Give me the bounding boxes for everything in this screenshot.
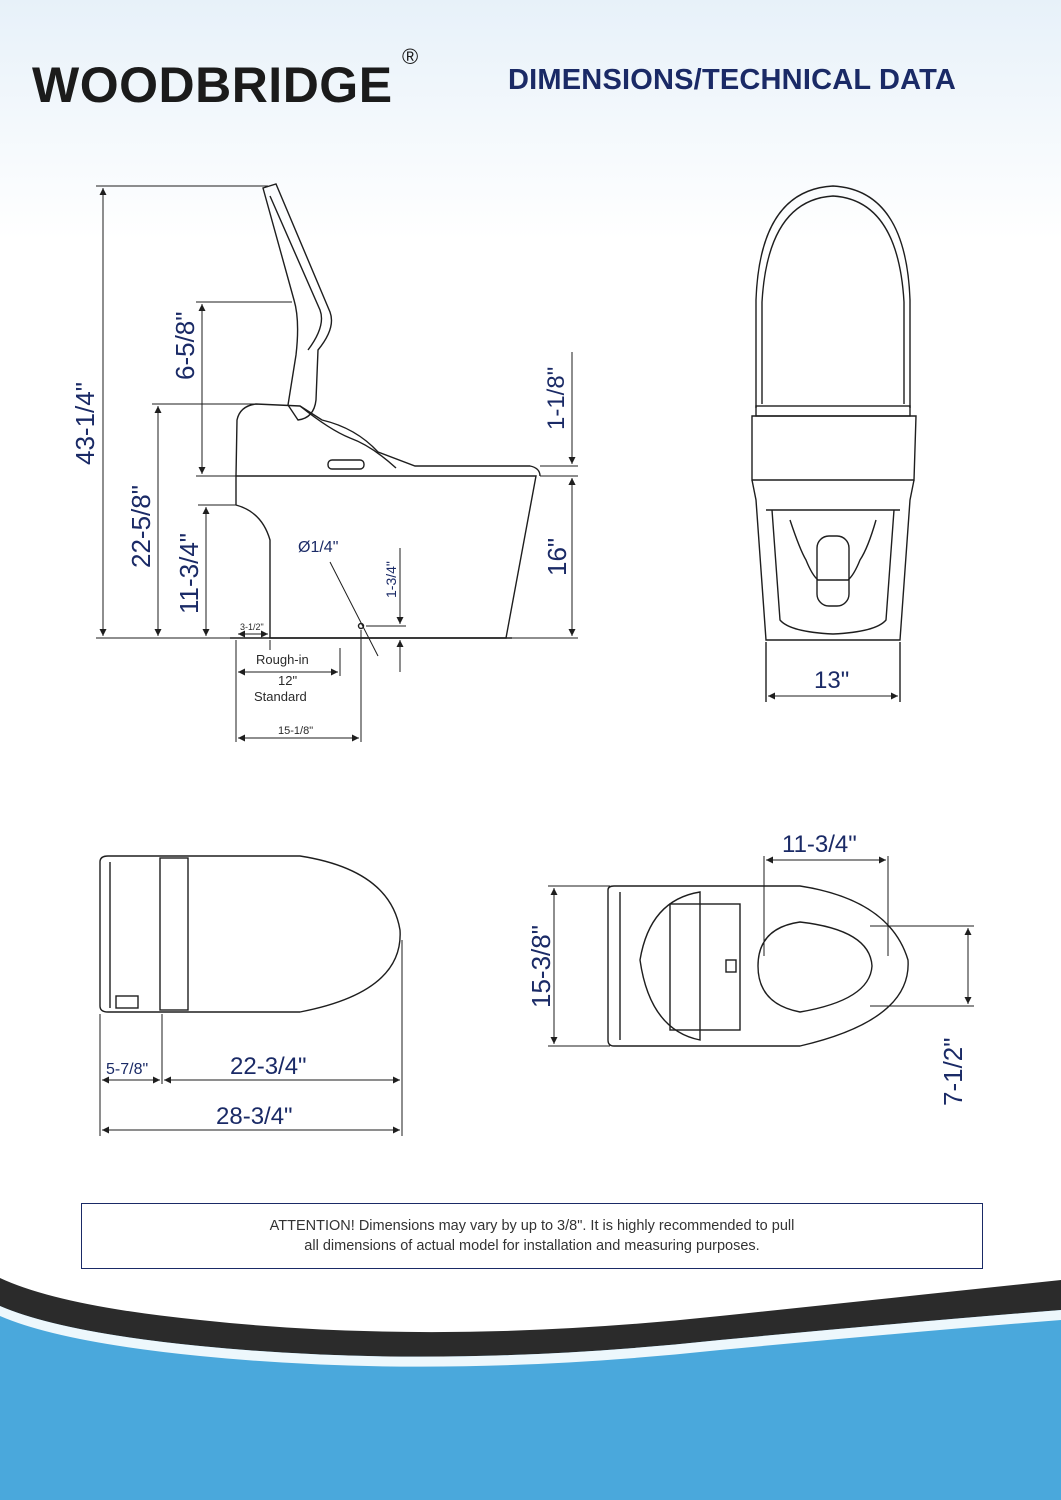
top-view-left [100,856,400,1012]
notice-line-1: ATTENTION! Dimensions may vary by up to 3/8". It is highly recommended to pull [269,1218,795,1234]
dim-rear-gap: 3-1/2" [240,622,264,632]
top-view-right-dimensions [548,856,974,1046]
front-view [752,186,916,702]
dim-inlet-height: 11-3/4" [174,532,204,614]
dim-supply-diameter: Ø1/4" [298,539,339,556]
dim-seat-height-top: 22-5/8" [126,485,156,568]
attention-notice [81,1203,983,1269]
dim-total-length: 28-3/4" [216,1103,293,1130]
dim-total-height: 43-1/4" [70,382,100,465]
brand-logo: WOODBRIDGE [32,57,393,113]
rough-in-value: 12" [278,673,298,688]
dim-bowl-opening: 7-1/2" [938,1037,968,1106]
page-title: DIMENSIONS/TECHNICAL DATA [508,64,957,96]
rough-in-label: Rough-in [256,652,309,667]
notice-line-2: all dimensions of actual model for installation and measuring purposes. [304,1238,760,1254]
rough-in-note: Standard [254,689,307,704]
footer-wave [0,1270,1061,1500]
dim-tank-offset: 1-1/8" [543,366,570,430]
registered-mark: ® [402,44,419,69]
dim-lid-gap: 6-5/8" [170,311,200,380]
dim-base-depth: 15-1/8" [278,725,314,737]
dim-supply-height: 1-3/4" [383,561,399,598]
dim-rear-depth: 5-7/8" [106,1061,149,1078]
dim-front-depth: 22-3/4" [230,1053,307,1080]
top-view-right [608,886,908,1046]
dim-seat-height: 16" [542,537,572,576]
dim-bowl-width: 11-3/4" [782,831,857,858]
dim-total-width: 15-3/8" [526,925,556,1008]
dim-front-width: 13" [814,667,850,694]
side-view-dimensions [96,186,578,742]
